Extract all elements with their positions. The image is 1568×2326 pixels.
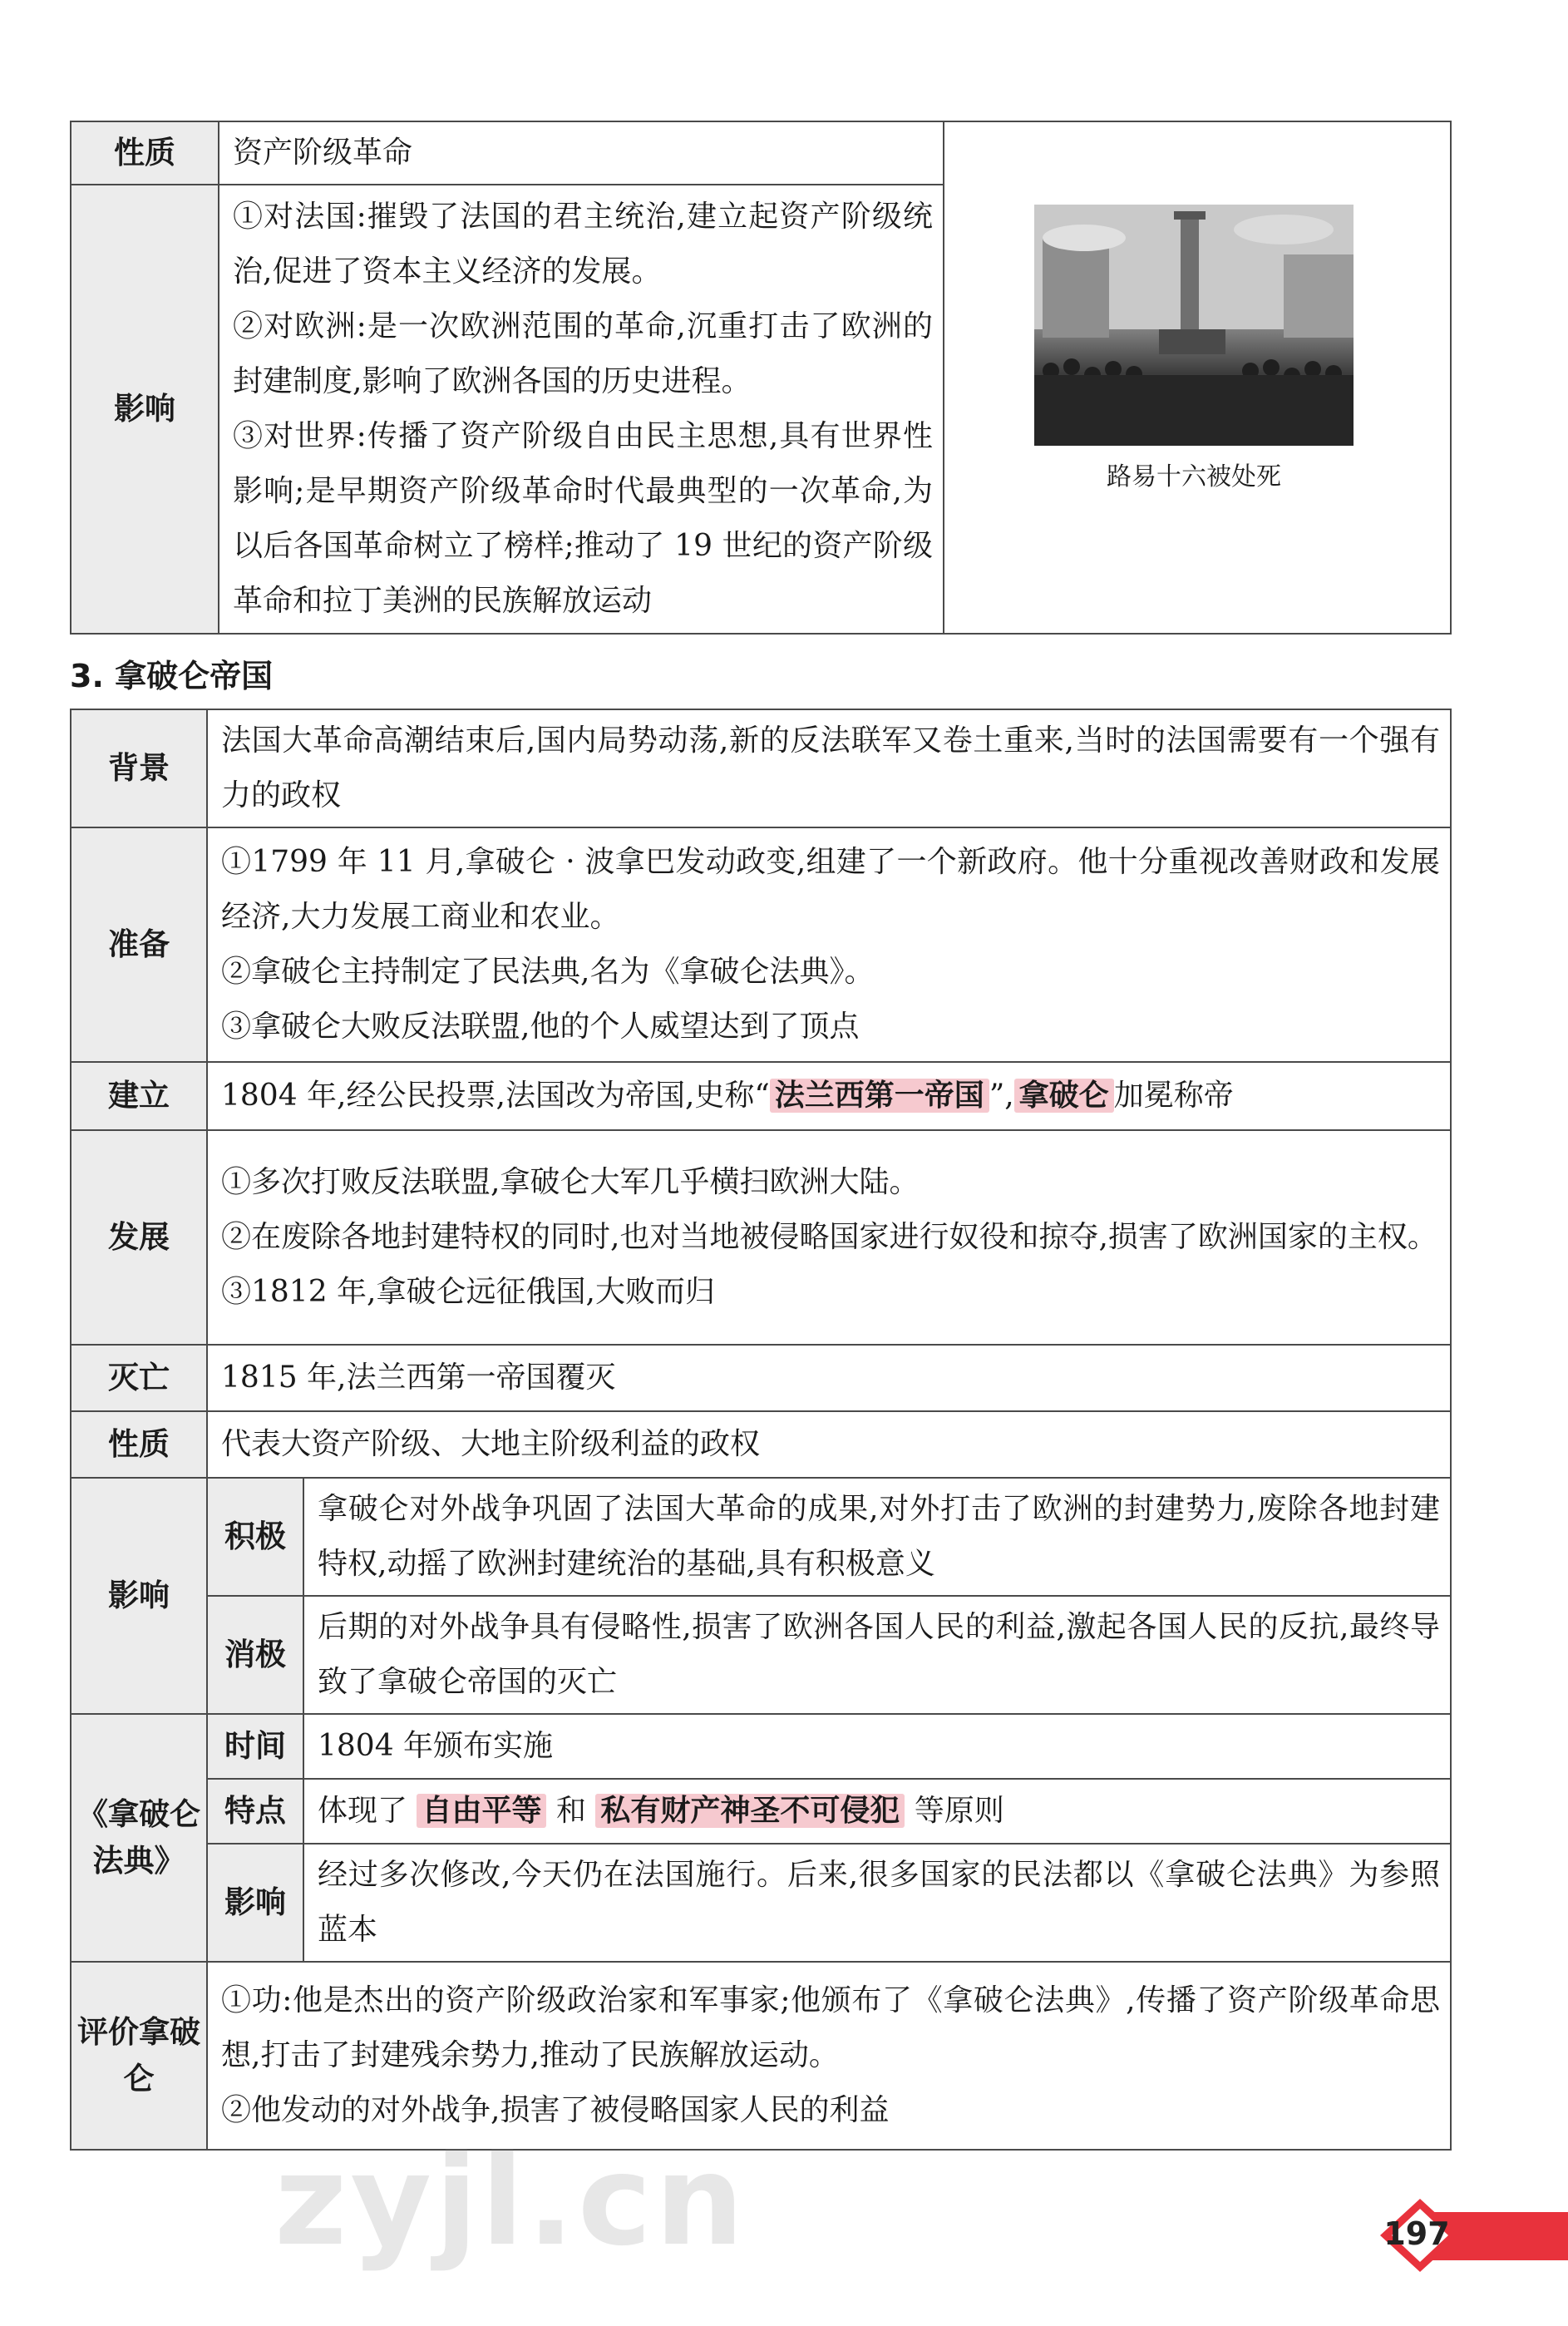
napoleon-impact-label: 影响 [71, 1478, 207, 1714]
execution-illustration [1034, 205, 1354, 446]
feature-pre: 体现了 [318, 1794, 408, 1828]
image-caption: 路易十六被处死 [1107, 462, 1281, 491]
background-label: 背景 [71, 709, 207, 827]
fall-text: 1815 年,法兰西第一帝国覆灭 [207, 1345, 1451, 1411]
establish-post: 加冕称帝 [1113, 1079, 1234, 1113]
prep-text [207, 827, 1451, 1062]
highlight-napoleon: 拿破仑 [1014, 1079, 1114, 1113]
time-text: 1804 年颁布实施 [303, 1714, 1451, 1779]
develop-item: ②在废除各地封建特权的同时,也对当地被侵略国家进行奴役和掠夺,损害了欧洲国家的主权。 [221, 1220, 1437, 1254]
code-impact-text: 经过多次修改,今天仍在法国施行。后来,很多国家的民法都以《拿破仑法典》为参照蓝本 [303, 1844, 1451, 1962]
code-impact-label: 影响 [207, 1844, 303, 1962]
prep-item: ②拿破仑主持制定了民法典,名为《拿破仑法典》。 [221, 955, 875, 989]
feature-text [303, 1779, 1451, 1844]
evaluate-item: ①功:他是杰出的资产阶级政治家和军事家;他颁布了《拿破仑法典》,传播了资产阶级革命思想,打击了封建残余势力,推动了民族解放运动。 [221, 1983, 1440, 2072]
develop-label: 发展 [71, 1130, 207, 1345]
feature-label: 特点 [207, 1779, 303, 1844]
impact-item: ③对世界:传播了资产阶级自由民主思想,具有世界性影响;是早期资产阶级革命时代最典型的一次革命,为以后各国革命树立了榜样;推动了 19 世纪的资产阶级革命和拉丁美洲的民族解放运动 [233, 419, 933, 618]
develop-item: ③1812 年,拿破仑远征俄国,大败而归 [221, 1275, 715, 1309]
feature-post: 等原则 [914, 1794, 1004, 1828]
page-number: 197 [1383, 2215, 1450, 2252]
impact-item: ②对欧洲:是一次欧洲范围的革命,沉重打击了欧洲的封建制度,影响了欧洲各国的历史进程。 [233, 309, 933, 398]
execution-illustration-drawing [1034, 205, 1354, 446]
establish-text [207, 1062, 1451, 1130]
time-label: 时间 [207, 1714, 303, 1779]
evaluate-label: 评价拿破仑 [71, 1962, 207, 2150]
positive-text: 拿破仑对外战争巩固了法国大革命的成果,对外打击了欧洲的封建势力,废除各地封建特权,动摇了欧洲封建统治的基础,具有积极意义 [303, 1478, 1451, 1596]
prep-item: ①1799 年 11 月,拿破仑 · 波拿巴发动政变,组建了一个新政府。他十分重视改善财政和发展经济,大力发展工商业和农业。 [221, 845, 1440, 934]
positive-label: 积极 [207, 1478, 303, 1596]
impact-item: ①对法国:摧毁了法国的君主统治,建立起资产阶级统治,促进了资本主义经济的发展。 [233, 200, 933, 289]
establish-pre: 1804 年,经公民投票,法国改为帝国,史称“ [221, 1079, 770, 1113]
prep-label: 准备 [71, 827, 207, 1062]
negative-text: 后期的对外战争具有侵略性,损害了欧洲各国人民的利益,激起各国人民的反抗,最终导致了拿破仑帝国的灭亡 [303, 1596, 1451, 1714]
highlight-first-empire: 法兰西第一帝国 [770, 1079, 989, 1113]
establish-label: 建立 [71, 1062, 207, 1130]
evaluate-item: ②他发动的对外战争,损害了被侵略国家人民的利益 [221, 2093, 890, 2127]
nature2-text: 代表大资产阶级、大地主阶级利益的政权 [207, 1411, 1451, 1478]
nature2-label: 性质 [71, 1411, 207, 1478]
impact-text [219, 185, 944, 634]
prep-item: ③拿破仑大败反法联盟,他的个人威望达到了顶点 [221, 1010, 860, 1044]
highlight-private-property: 私有财产神圣不可侵犯 [595, 1794, 905, 1828]
highlight-liberty-equality: 自由平等 [417, 1794, 546, 1828]
fall-label: 灭亡 [71, 1345, 207, 1411]
develop-text [207, 1130, 1451, 1345]
develop-item: ①多次打败反法联盟,拿破仑大军几乎横扫欧洲大陆。 [221, 1165, 920, 1199]
nature-text: 资产阶级革命 [219, 121, 944, 185]
impact-label: 影响 [71, 185, 219, 634]
feature-mid: 和 [555, 1794, 586, 1828]
watermark: zyjl.cn [274, 2129, 747, 2274]
establish-mid: ”, [989, 1079, 1014, 1113]
section-heading: 3. 拿破仑帝国 [70, 658, 274, 694]
code-label: 《拿破仑法典》 [71, 1714, 207, 1962]
napoleon-empire-table [70, 709, 1452, 2151]
nature-label: 性质 [71, 121, 219, 185]
evaluate-text [207, 1962, 1451, 2150]
background-text: 法国大革命高潮结束后,国内局势动荡,新的反法联军又卷土重来,当时的法国需要有一个强有力的政权 [207, 709, 1451, 827]
negative-label: 消极 [207, 1596, 303, 1714]
